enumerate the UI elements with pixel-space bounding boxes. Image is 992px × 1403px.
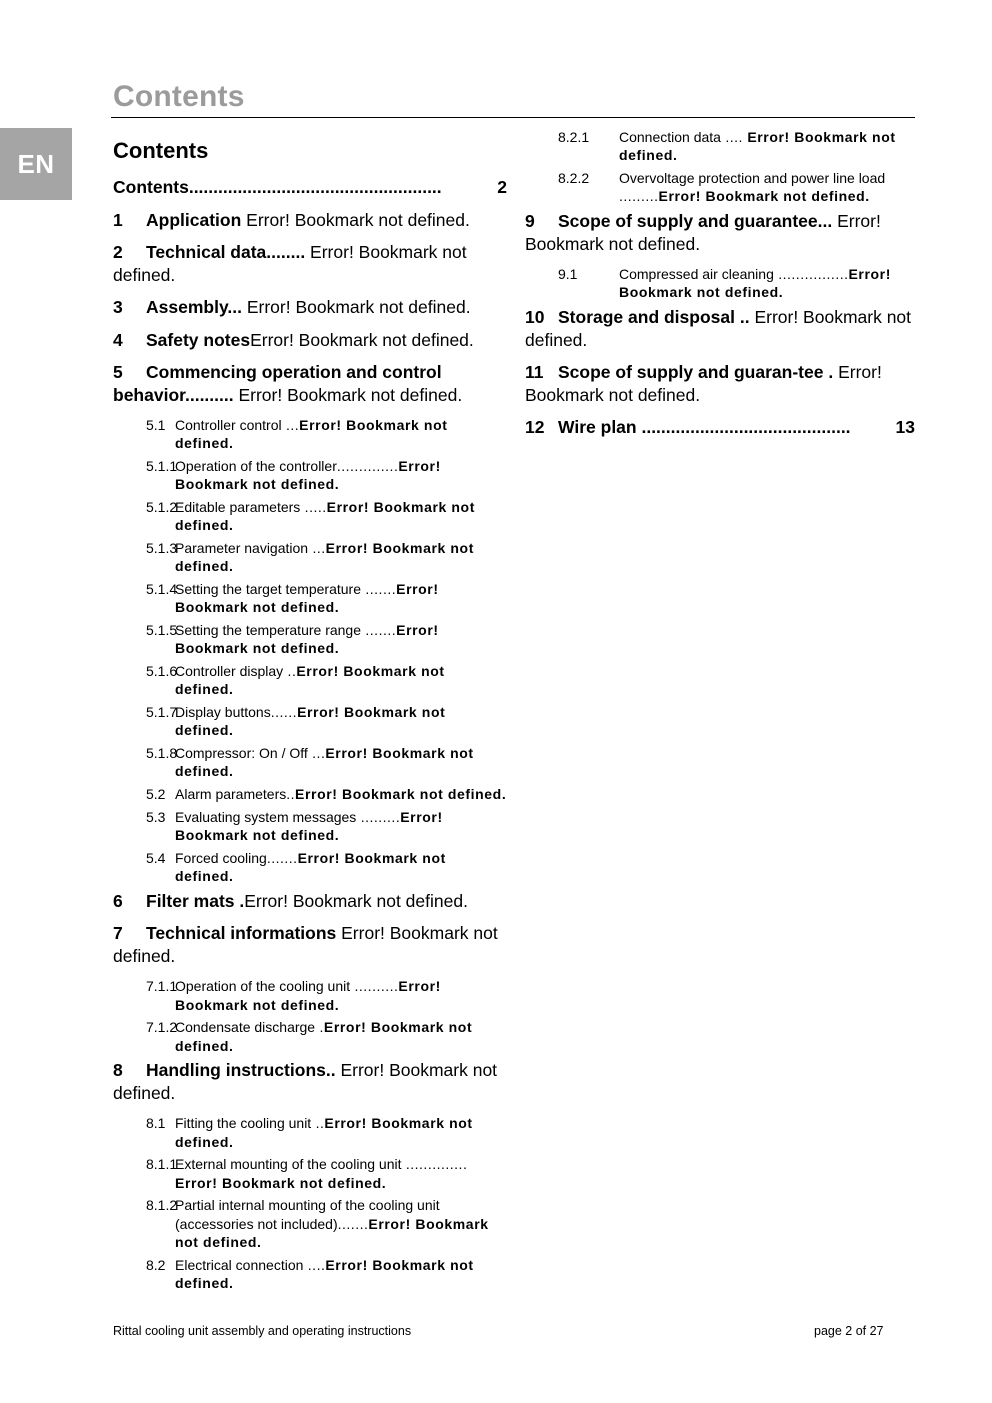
toc-entry-level1[interactable]	[113, 329, 507, 352]
toc-entry-level2[interactable]	[113, 580, 507, 616]
toc-entry-number: 8.2.2	[558, 170, 590, 186]
toc-entry-number: 5.1.2	[146, 499, 178, 515]
toc-entry-title: Scope of supply and guaran-tee	[558, 362, 824, 382]
toc-leader-dots: .......	[361, 622, 397, 638]
toc-leader-dots: ..	[283, 663, 297, 679]
toc-entry-title: Compressed air cleaning	[619, 266, 774, 282]
toc-leader-dots: ........	[266, 242, 306, 262]
toc-leader-dots: ..	[311, 1115, 325, 1132]
toc-bookmark-error: Error! Bookmark not defined.	[175, 1215, 489, 1250]
toc-leader-dots: ..	[734, 307, 750, 327]
toc-entry-number: 5.1.4	[146, 581, 178, 597]
toc-page-number: 13	[895, 417, 915, 437]
toc-entry-body	[619, 169, 915, 205]
toc-bookmark-error: Error! Bookmark not defined.	[175, 1019, 473, 1054]
toc-leader-dots: .	[234, 890, 245, 911]
toc-bookmark-error: Error! Bookmark not defined.	[175, 622, 439, 657]
toc-entry-title: Commencing operation and control behavior	[113, 362, 442, 405]
toc-entry-title: Safety notes	[146, 329, 251, 350]
toc-entry-body	[619, 265, 915, 301]
toc-leader-dots: .........	[619, 188, 659, 205]
toc-entry-number: 5.1.5	[146, 622, 178, 638]
toc-entry-title: Display buttons	[175, 704, 271, 720]
toc-entry-title: Application	[146, 209, 242, 230]
toc-bookmark-error: Error! Bookmark not defined.	[175, 704, 446, 739]
toc-bookmark-error: Error! Bookmark not defined.	[241, 297, 471, 317]
toc-bookmark-error: Error! Bookmark not defined.	[250, 329, 474, 350]
toc-entry-title: Handling instructions	[146, 1060, 326, 1081]
toc-entry-level2[interactable]	[113, 849, 507, 885]
toc-entry-number: 8.1.1	[146, 1156, 178, 1173]
toc-entry-title: Controller display	[175, 663, 284, 679]
toc-entry-level1[interactable]	[113, 241, 507, 286]
toc-entry-number: 5.4	[146, 849, 166, 866]
toc-bookmark-error: Error! Bookmark not defined.	[113, 242, 467, 285]
toc-leader-dots: ..........	[350, 978, 399, 995]
toc-entry-body	[175, 580, 507, 616]
toc-entry-number: 6	[113, 890, 123, 911]
toc-entry-body	[175, 849, 507, 885]
toc-bookmark-error: Error! Bookmark not defined.	[619, 129, 896, 164]
toc-leader-dots: .	[823, 362, 834, 382]
toc-entry-title: Parameter navigation	[175, 540, 309, 556]
toc-bookmark-error: Error! Bookmark not defined.	[658, 188, 870, 205]
toc-entry-level2[interactable]	[113, 744, 507, 780]
toc-leader-dots: .........	[356, 808, 401, 825]
toc-entry-number: 5.1.6	[146, 663, 178, 679]
toc-entry-title: Technical data	[146, 242, 267, 262]
toc-leader-dots: .......	[266, 849, 298, 866]
toc-entry-title: Operation of the cooling unit	[175, 978, 351, 995]
toc-entry-body	[175, 977, 507, 1013]
toc-entry-body	[175, 457, 507, 493]
toc-entry-number: 4	[113, 329, 123, 350]
toc-entry-title: Connection data	[619, 129, 721, 145]
toc-leader-dots: ..............	[401, 1156, 468, 1173]
toc-bookmark-error: Error! Bookmark not defined.	[175, 1174, 387, 1191]
toc-entry-body	[175, 621, 507, 657]
toc-bookmark-error: Error! Bookmark not defined.	[175, 458, 441, 493]
toc-entry-number: 8	[113, 1060, 123, 1081]
toc-heading: Contents	[113, 138, 209, 163]
toc-bookmark-error: Error! Bookmark not defined.	[619, 266, 891, 301]
toc-leader-dots: ..............	[336, 458, 399, 474]
toc-entry-title: Setting the target temperature	[175, 581, 361, 597]
toc-entry-number: 5	[113, 362, 123, 382]
toc-entry-body	[175, 785, 507, 803]
toc-bookmark-error: Error! Bookmark not defined.	[175, 417, 448, 452]
toc-bookmark-error: Error! Bookmark not defined.	[175, 499, 475, 534]
toc-entry-title: Evaluating system messages	[175, 808, 357, 825]
toc-entry-level2[interactable]	[113, 539, 507, 575]
toc-leader-dots: ...........................................	[636, 417, 851, 437]
toc-leader-dots: .......	[337, 1215, 369, 1232]
toc-entry-title: Scope of supply and guarantee	[558, 211, 818, 231]
toc-leader-dots: .....	[300, 499, 327, 515]
toc-entry-level1[interactable]	[113, 296, 507, 319]
toc-entry-title: Editable parameters	[175, 499, 301, 515]
toc-bookmark-error: Error! Bookmark not defined.	[113, 1060, 498, 1103]
toc-entry-title: Condensate discharge	[175, 1019, 316, 1036]
toc-entry-title: Wire plan	[558, 417, 637, 437]
toc-entry-number: 3	[113, 297, 123, 317]
toc-entry-body	[175, 498, 507, 534]
toc-bookmark-error: Error! Bookmark not defined.	[525, 362, 882, 405]
toc-entry-body	[175, 416, 507, 452]
toc-entry-level2[interactable]	[525, 128, 915, 164]
toc-bookmark-error: Error! Bookmark not defined.	[525, 307, 912, 350]
toc-leader-dots: ..	[286, 786, 296, 802]
toc-bookmark-error: Error! Bookmark not defined.	[175, 663, 445, 698]
page-title: Contents	[113, 80, 245, 113]
toc-entry-level2[interactable]	[113, 662, 507, 698]
toc-leader-dots: ...	[308, 540, 326, 556]
toc-entry-number: 11	[525, 362, 544, 382]
toc-entry-level2[interactable]	[113, 1018, 507, 1054]
toc-entry-title: Technical informations	[146, 923, 337, 944]
toc-bookmark-error: Error! Bookmark not defined.	[175, 745, 474, 780]
toc-entry-title: Alarm parameters	[175, 786, 287, 802]
toc-entry-level2[interactable]	[113, 808, 507, 844]
toc-entry-level2[interactable]	[113, 703, 507, 739]
toc-leader-dots: .......	[361, 581, 397, 597]
toc-entry-title: Controller control	[175, 417, 282, 433]
toc-entry-level2[interactable]	[113, 1114, 507, 1150]
toc-entry-number: 8.1.2	[146, 1197, 178, 1214]
language-tab: EN	[0, 128, 72, 200]
toc-entry-number: 8.2.1	[558, 129, 590, 145]
toc-leader-dots: ................	[773, 266, 849, 282]
toc-leader-dots: ..........	[184, 384, 234, 405]
toc-entry-number: 7	[113, 923, 123, 944]
toc-leader-dots: ...	[307, 745, 326, 761]
toc-entry-title: Assembly	[146, 297, 228, 317]
toc-left-column	[113, 138, 507, 1297]
toc-entry-body	[175, 1018, 507, 1054]
toc-entry-title: Setting the temperature range	[175, 622, 362, 638]
toc-entry-level1[interactable]	[525, 416, 915, 439]
toc-entry-level2[interactable]	[525, 265, 915, 301]
toc-entry-body	[175, 744, 507, 780]
toc-entry-number: 12	[525, 417, 545, 437]
toc-entry-level2[interactable]	[113, 498, 507, 534]
toc-entry-level1[interactable]	[113, 890, 507, 913]
toc-entry-number: 5.1.1	[146, 458, 178, 474]
toc-leader-dots: ....	[303, 1256, 326, 1273]
toc-entry-number: 5.3	[146, 808, 166, 825]
toc-entry-level2[interactable]	[113, 1256, 507, 1292]
toc-entry-level1[interactable]	[113, 922, 507, 967]
toc-entry-body	[175, 808, 507, 844]
toc-entry-number: 5.1.8	[146, 745, 178, 761]
toc-entry-level2[interactable]	[113, 457, 507, 493]
toc-bookmark-error: Error! Bookmark not defined.	[233, 384, 463, 405]
toc-entry-number: 2	[113, 242, 123, 262]
toc-leader-dots: ......	[270, 704, 298, 720]
footer-page-number: page 2 of 27	[814, 1324, 884, 1338]
toc-entry-number: 9.1	[558, 266, 578, 282]
toc-entry-title: Storage and disposal	[558, 307, 735, 327]
toc-entry-body	[175, 703, 507, 739]
toc-entry-body	[619, 128, 915, 164]
toc-bookmark-error: Error! Bookmark not defined.	[175, 581, 439, 616]
toc-leader-dots: ....................................................	[188, 177, 442, 197]
toc-entry-level1[interactable]	[113, 361, 507, 406]
toc-entry-level2[interactable]	[113, 785, 507, 803]
toc-entry-number: 7.1.1	[146, 978, 178, 995]
toc-entry-title: Contents	[113, 177, 189, 197]
toc-bookmark-error: Error! Bookmark not defined.	[175, 849, 446, 884]
toc-entry-title: External mounting of the cooling unit	[175, 1156, 402, 1173]
toc-bookmark-error: Error! Bookmark not defined.	[175, 1256, 474, 1291]
toc-entry-level2[interactable]	[113, 977, 507, 1013]
toc-entry-title: Compressor: On / Off	[175, 745, 308, 761]
toc-bookmark-error: Error! Bookmark not defined.	[175, 978, 441, 1013]
toc-entry-title: Partial internal mounting of the cooling unit (accessories not included)	[175, 1197, 440, 1232]
toc-leader-dots: .	[315, 1019, 324, 1036]
toc-entry-level1[interactable]	[113, 1059, 507, 1104]
toc-bookmark-error: Error! Bookmark not defined.	[175, 540, 474, 575]
toc-entry-level2[interactable]	[525, 169, 915, 205]
toc-leader-dots: ...	[281, 417, 300, 433]
toc-entry-body	[175, 662, 507, 698]
toc-entry-level2[interactable]	[113, 1196, 507, 1251]
toc-entry-level1[interactable]	[525, 210, 915, 255]
toc-entry-body	[175, 539, 507, 575]
toc-entry-number: 5.1.7	[146, 704, 178, 720]
toc-entry-body	[175, 1256, 507, 1292]
toc-entry-title: Forced cooling	[175, 849, 267, 866]
toc-entry-body	[175, 1196, 507, 1251]
toc-bookmark-error: Error! Bookmark not defined.	[525, 211, 881, 254]
toc-entry-title: Filter mats	[146, 890, 235, 911]
toc-bookmark-error: Error! Bookmark not defined.	[244, 890, 468, 911]
toc-bookmark-error: Error! Bookmark not defined.	[175, 808, 443, 843]
toc-entry-number: 5.1	[146, 417, 166, 433]
toc-entry-title: Fitting the cooling unit	[175, 1115, 312, 1132]
toc-page-number: 2	[497, 177, 507, 197]
toc-entry-number: 8.2	[146, 1256, 166, 1273]
toc-entry-level2[interactable]	[113, 416, 507, 452]
toc-entry-number: 10	[525, 307, 545, 327]
toc-leader-dots: ....	[720, 129, 748, 145]
toc-right-column	[525, 128, 915, 449]
toc-leader-dots: ...	[227, 297, 242, 317]
title-divider	[111, 117, 915, 118]
toc-entry-number: 5.2	[146, 786, 166, 802]
toc-entry-level1[interactable]	[525, 306, 915, 351]
toc-entry-number: 8.1	[146, 1115, 166, 1132]
toc-bookmark-error: Error! Bookmark not defined.	[175, 1115, 473, 1150]
footer-document-title: Rittal cooling unit assembly and operating instructions	[113, 1324, 412, 1338]
toc-entry-level2[interactable]	[113, 1155, 507, 1191]
toc-entry-level1[interactable]	[525, 361, 915, 406]
toc-entry-body	[175, 1155, 507, 1191]
toc-leader-dots: ..	[325, 1060, 336, 1081]
toc-entry-body	[175, 1114, 507, 1150]
toc-entry-number: 9	[525, 211, 535, 231]
toc-entry-level2[interactable]	[113, 621, 507, 657]
toc-bookmark-error: Error! Bookmark not defined.	[295, 786, 507, 802]
toc-entry-number: 7.1.2	[146, 1019, 178, 1036]
toc-entry-title: Overvoltage protection and power line load	[619, 170, 886, 186]
toc-entry-title: Operation of the controller	[175, 458, 337, 474]
toc-bookmark-error: Error! Bookmark not defined.	[241, 209, 470, 230]
toc-bookmark-error: Error! Bookmark not defined.	[113, 923, 498, 966]
toc-entry-level1[interactable]	[113, 209, 507, 232]
toc-entry-contents[interactable]	[113, 176, 507, 199]
toc-leader-dots: ...	[817, 211, 833, 231]
toc-entry-number: 5.1.3	[146, 540, 178, 556]
toc-entry-number: 1	[113, 209, 123, 230]
toc-entry-title: Electrical connection	[175, 1256, 304, 1273]
